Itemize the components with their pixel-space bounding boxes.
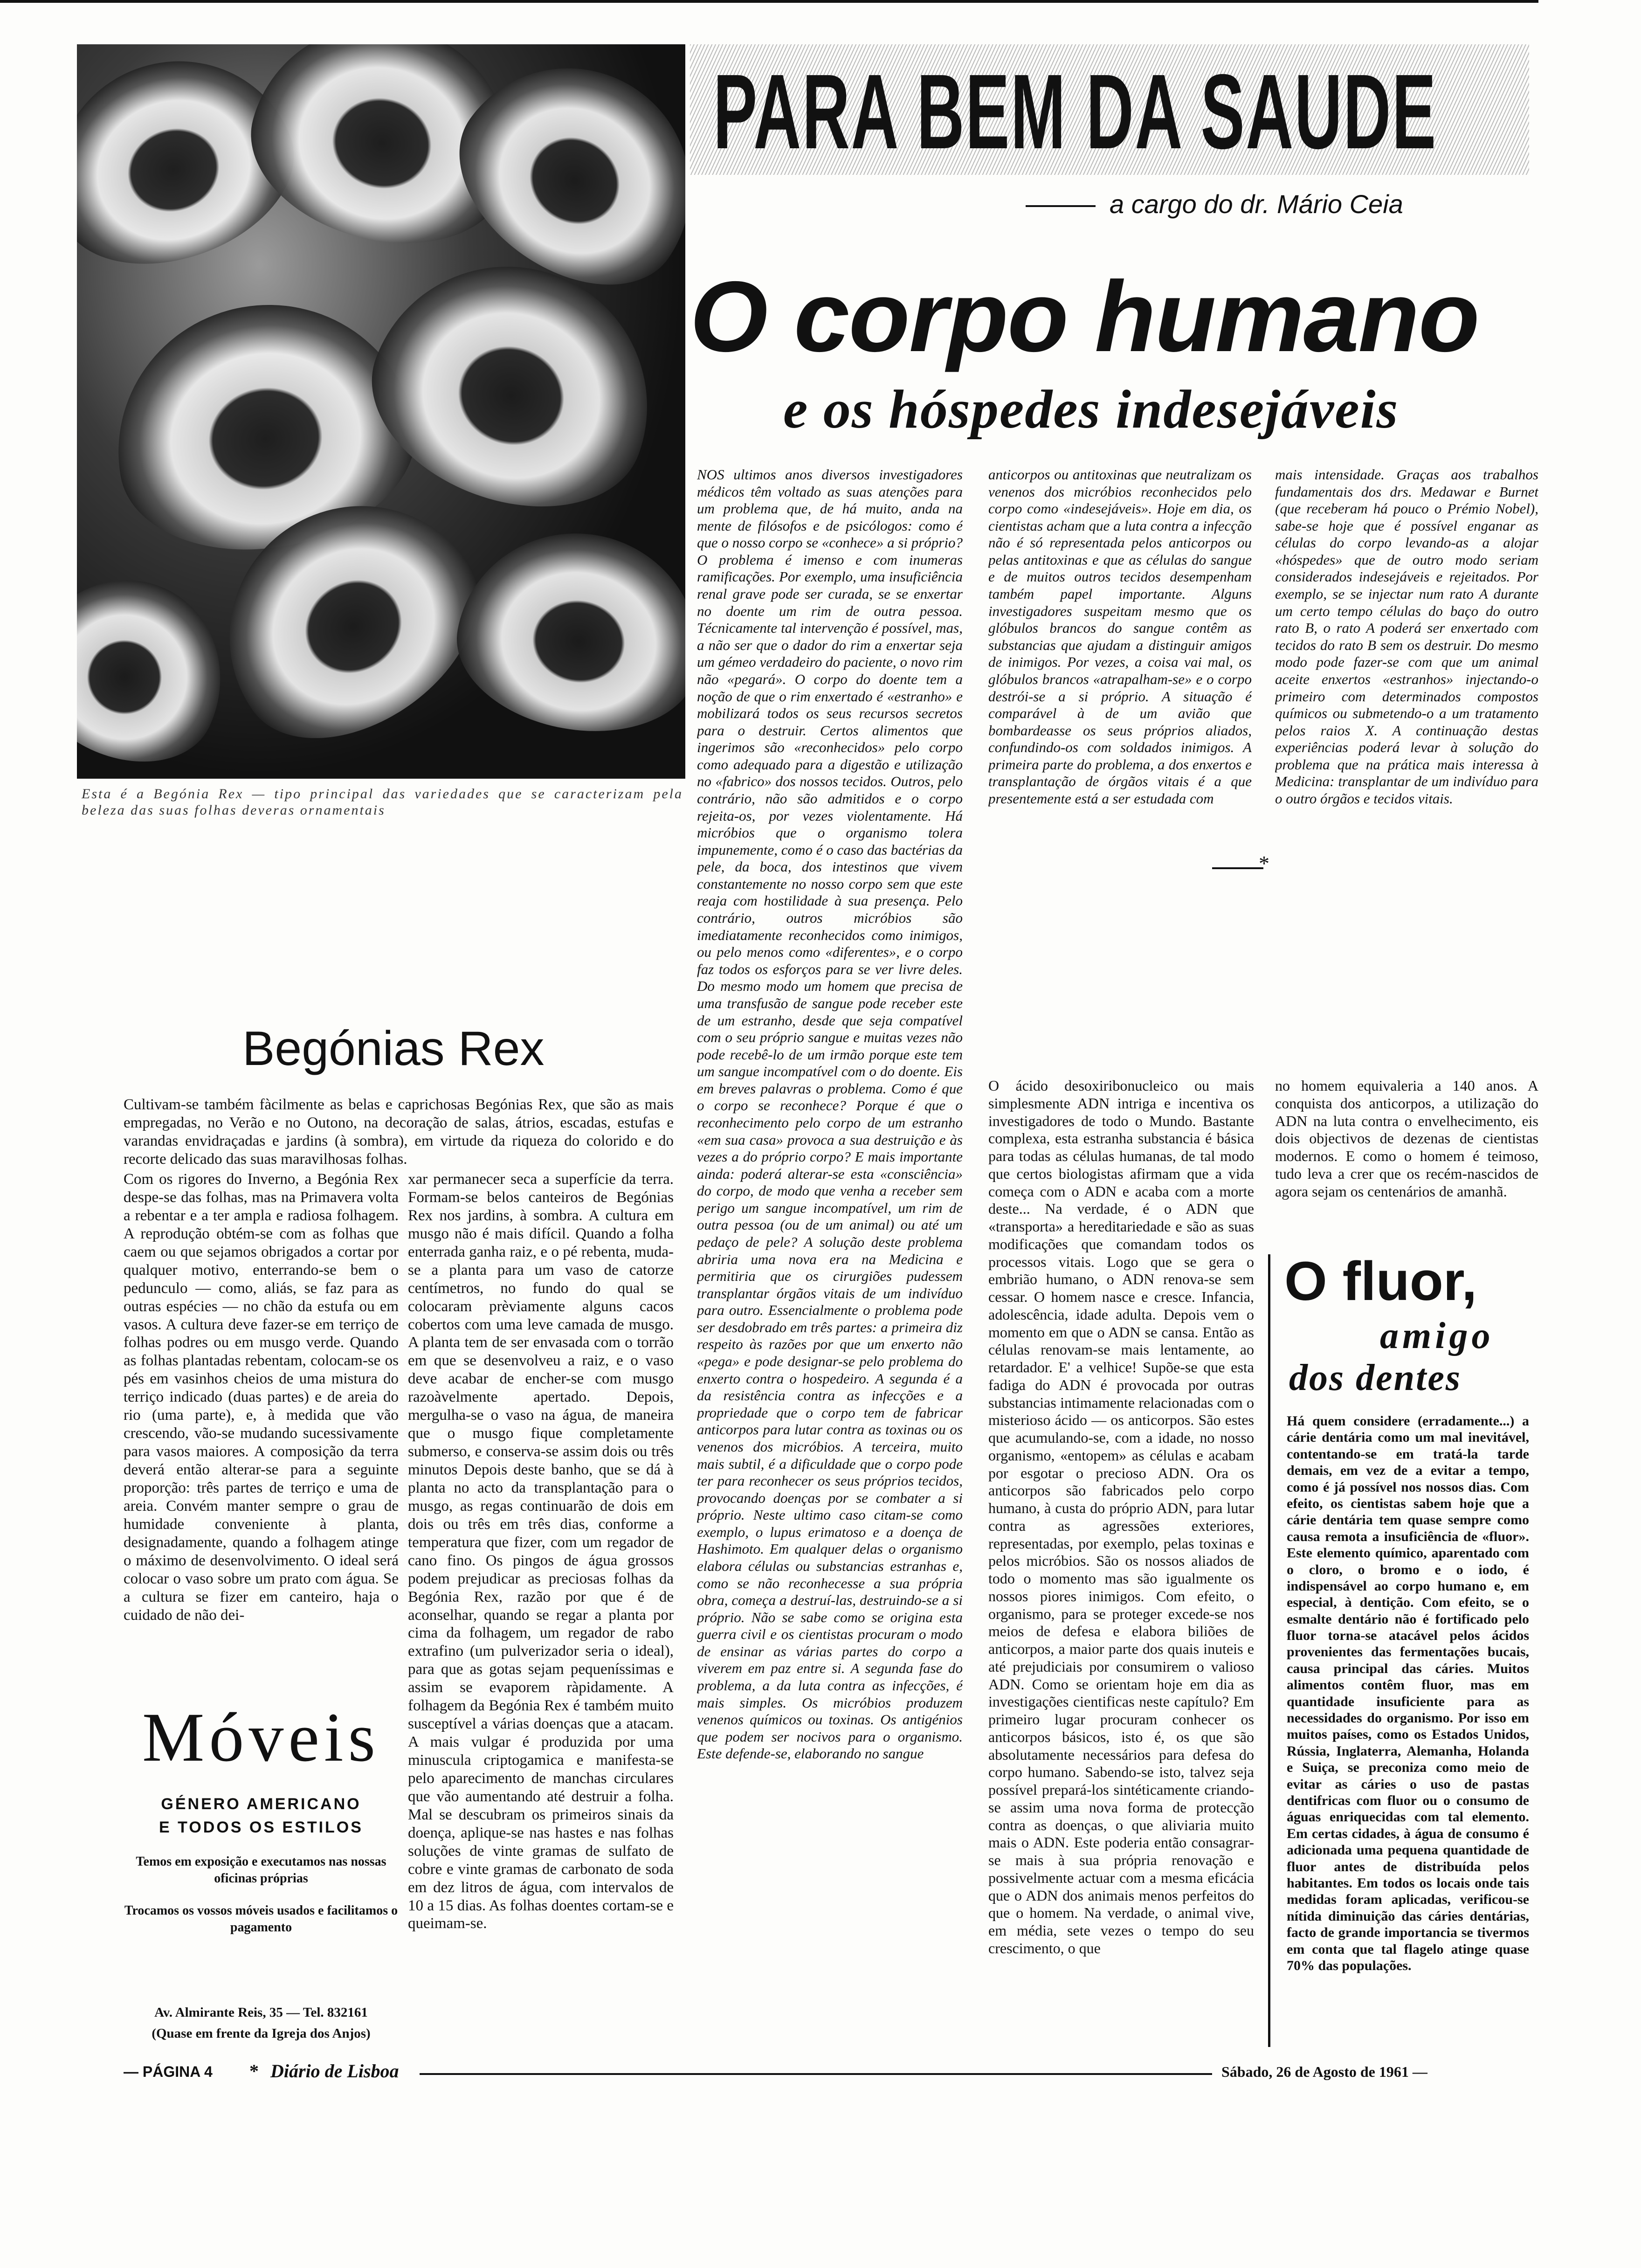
footer-rule xyxy=(420,2073,1212,2075)
photo-caption: Esta é a Begónia Rex — tipo principal das variedades que se caracterizam pela beleza das suas folhas deveras ornamentais xyxy=(82,786,683,818)
moveis-line1: GÉNERO AMERICANO xyxy=(161,1795,361,1813)
fluor-body: Há quem considere (erradamente...) a cárie dentária como um mal inevitável, contentando-se em tratá-la tarde demais, em vez de a evitar a tempo, como é já possível nos nossos dias. Com efeito, os cientistas sabem hoje que a cárie dentária tem quase sempre como causa remota a insuficiência de «fluor». Este elemento químico, aparentado com o cloro, o bromo e o iodo, é indispensável ao corpo humano e, em especial, à dentição. Com efeito, se o esmalte dentário não é fortificado pelo fluor torna-se atacável pelos ácidos provenientes das fermentações bucais, causa principal das cáries. Muitos alimentos contêm fluor, mas em quantidade insuficiente para as necessidades do organismo. Por isso em muitos países, como os Estados Unidos, Rússia, Inglaterra, Alemanha, Holanda e Suiça, se preconiza como meio de evitar as cáries o uso de pastas dentifricas com fluor ou o consumo de águas enriquecidas com tal elemento. Em certas cidades, à água de consumo é adicionada uma pequena quantidade de fluor antes de distribuída pelos habitantes. Em todos os locais onde tais medidas foram aplicadas, verificou-se nítida diminuição das cáries dentárias, facto de grande importancia se tivermos em conta que tal flagelo atinge quase 70% das populações. xyxy=(1287,1413,1529,1973)
moveis-address-2: (Quase em frente da Igreja dos Anjos) xyxy=(152,2026,371,2041)
fluor-title-2: amigo xyxy=(1380,1315,1494,1356)
footer-page: — PÁGINA 4 xyxy=(124,2063,213,2080)
moveis-address: Av. Almirante Reis, 35 — Tel. 832161 xyxy=(154,2005,368,2020)
footer-date: Sábado, 26 de Agosto de 1961 — xyxy=(1221,2063,1427,2080)
moveis-title: Móveis xyxy=(142,1699,380,1776)
begonias-title: Begónias Rex xyxy=(242,1022,545,1076)
footer-paper: Diário de Lisboa xyxy=(270,2061,399,2081)
article-col3-top: mais intensidade. Graças aos trabalhos fundamentais dos drs. Medawar e Burnet (que receberam há pouco o Prémio Nobel), sabe-se hoje que é possível enganar as células do corpo levando-as a alojar «hóspedes» que de outro modo seriam considerados indesejáveis e rejeitados. Por exemplo, se se injectar num rato A durante um certo tempo células do baço do outro rato B, o rato A poderá ser enxertado com tecidos do rato B sem os destruir. Do mesmo modo pode fazer-se com que um animal aceite enxertos «estranhos» injectando-o primeiro com determinados compostos químicos ou submetendo-o a um tratamento pelos raios X. A continuação destas experiências poderá levar à solução do problema que na prática mais interessa à Medicina: transplantar de um indivíduo para o outro órgãos e tecidos vitais. xyxy=(1275,466,1538,807)
moveis-line4: Trocamos os vossos móveis usados e facilitamos o pagamento xyxy=(124,1903,398,1935)
begonias-col2: xar permanecer seca a superfície da terra. Formam-se belos canteiros de Begónias Rex nos jardins, à sombra. A cultura em musgo não é mais difícil. Quando a folha enterrada ganha raiz, e o pé rebenta, muda-se a planta para um vaso de catorze centímetros, no fundo do qual se colocaram prèviamente alguns cacos cobertos com uma leve camada de musgo. A planta tem de ser envasada com o torrão em que se desenvolveu a raiz, e o vaso deve acabar de encher-se com musgo razoàvelmente apertado. Depois, mergulha-se o vaso na água, de maneira que o musgo fique completamente submerso, e conserva-se assim dois ou três minutos Depois deste banho, que se dá à planta no acto da transplantação para o musgo, as regas continuarão de dois em dois ou três em três dias, conforme a temperatura que fizer, com um regador de cano fino. Os pingos de água grossos podem prejudicar as preciosas folhas da Begónia Rex, razão por que é de aconselhar, quando se regar a planta por cima da folhagem, um regador de rabo extrafino (um pulverizador seria o ideal), para que as gotas sejam pequeníssimas e assim se evaporem ràpidamente. A folhagem da Begónia Rex é também muito susceptível a várias doenças que a atacam. A mais vulgar é produzida por uma minuscula criptogamica e manifesta-se pelo aparecimento de manchas circulares que vão aumentando até destruir a folha. Mal se descubram os primeiros sinais da doença, aplique-se nas hastes e nas folhas soluções de vinte gramas de sulfato de cobre e vinte gramas de carbonato de soda em dez litros de água, com intervalos de 10 a 15 dias. As folhas doentes cortam-se e queimam-se. xyxy=(408,1171,674,1932)
begonias-col1: Com os rigores do Inverno, a Begónia Rex despe-se das folhas, mas na Primavera volta a rebentar e a ter ampla e radiosa folhagem. A reprodução obtém-se com as folhas que caem ou que sejamos obrigados a cortar por qualquer motivo, enterrando-se bem o pedunculo — como, aliás, se faz para as outras espécies — no chão da estufa ou em vasos. A cultura deve fazer-se em terriço de folhas podres ou em musgo verde. Quando as folhas plantadas rebentam, colocam-se os pés em vasinhos cheios de uma mistura do terriço indicado (duas partes) e de areia do rio (uma parte), e, à medida que vão crescendo, vão-se mudando sucessivamente para vasos maiores. A composição da terra deverá então alterar-se para a seguinte proporção: três partes de terriço e uma de areia. Convém manter sempre o grau de humidade conveniente à planta, designadamente, quando a folhagem atinge o máximo de desenvolvimento. O ideal será colocar o vaso sobre um prato com água. Se a cultura se fizer em canteiro, haja o cuidado de não dei- xyxy=(124,1171,399,1624)
byline: a cargo do dr. Mário Ceia xyxy=(1110,189,1403,219)
article-title: O corpo humano xyxy=(690,260,1479,373)
fluor-title: O fluor, xyxy=(1284,1251,1477,1312)
kicker: PARA BEM DA SAUDE xyxy=(713,53,1437,171)
begonia-photo xyxy=(77,44,685,779)
fluor-title-3: dos dentes xyxy=(1289,1357,1462,1398)
top-rule xyxy=(0,0,1538,3)
article-col1: NOS ultimos anos diversos investigadores médicos têm voltado as suas atenções para um problema que, de há muito, anda na mente de filósofos e de psicólogos: como é que o nosso corpo se «conhece» a si próprio? O problema é imenso e com inumeras ramificações. Por exemplo, uma insuficiência renal grave pode ser curada, se se enxertar no doente um rim de outra pessoa. Técnicamente tal intervenção é possível, mas, a não ser que o dador do rim a enxertar seja um gémeo verdadeiro do paciente, o novo rim não «pegará». O corpo do doente tem a noção de que o rim enxertado é «estranho» e mobilizará todos os seus recursos secretos para o destruir. Certos alimentos que ingerimos são «reconhecidos» pelo corpo como adequado para a digestão e utilização no «fabrico» dos nossos tecidos. Outros, pelo contrário, não são admitidos e o corpo rejeita-os, por vezes violentamente. Há micróbios que o organismo tolera impunemente, como é o caso das bactérias da pele, da boca, dos intestinos que vivem constantemente no nosso corpo sem que este reaja com hostilidade à sua presença. Pelo contrário, outros micróbios são imediatamente reconhecidos como inimigos, ou pelo menos como «diferentes», e o corpo faz todos os esforços para se ver livre deles. Do mesmo modo um homem que precisa de uma transfusão de sangue pode receber este de um estranho, desde que seja compatível com o seu próprio sangue e muitas vezes não pode recebê-lo de um irmão porque este tem um sangue incompatível com o do doente. Eis em breves palavras o problema. Como é que o corpo se reconhece? Porque é que o reconhecimento pelo corpo de um estranho «em sua casa» provoca a sua destruição e às vezes a do próprio corpo? E mais importante ainda: poderá alterar-se esta «consciência» do corpo, de modo que venha a receber sem perigo um sangue incompatível, um rim de outra pessoa (ou de um animal) ou até um pedaço de pele? A solução deste problema abriria uma nova era na Medicina e permitiria que os cirurgiões pudessem transplantar órgãos vitais de um indivíduo para outro. Essencialmente o problema pode ser desdobrado em três partes: a primeira diz respeito às razões por que um enxerto não «pega» e pode designar-se pelo problema do enxerto contra o hospedeiro. A segunda é a da resistência contra as infecções e a propriedade que o corpo tem de fabricar anticorpos para lutar contra as toxinas ou os venenos dos micróbios. A terceira, muito mais subtil, é a dificuldade que o corpo pode ter para reconhecer os seus próprios tecidos, provocando doenças por se combater a si próprio. Neste ultimo caso citam-se como exemplo, o lupus erimatoso e a doença de Hashimoto. Em qualquer delas o organismo elabora células ou substancias estranhas e, como se não reconhecesse a sua própria obra, começa a destruí-las, destruindo-se a si próprio. Não se sabe como se origina esta guerra civil e os cientistas procuram o modo de ensinar as várias partes do corpo a viverem em paz entre si. A segunda fase do problema, a da luta contra as infecções, é mais simples. Os micróbios produzem venenos químicos ou toxinas. Os antigénios que podem ser nocivos para o organismo. Este defende-se, elaborando no sangue xyxy=(697,466,963,1762)
separator-star: * xyxy=(1259,851,1269,875)
section-separator xyxy=(1212,867,1263,869)
article-subtitle: e os hóspedes indesejáveis xyxy=(783,379,1399,440)
moveis-line3: Temos em exposição e executamos nas nossas oficinas próprias xyxy=(136,1854,386,1886)
begonias-lead: Cultivam-se também fàcilmente as belas e caprichosas Begónias Rex, que são as mais empregadas, no Verão e no Outono, na decoração de salas, átrios, escadas, estufas e varandas envidraçadas e jardins (à sombra), em virtude da riqueza do colorido e do recorte delicado das suas maravilhosas folhas. xyxy=(124,1096,674,1168)
moveis-line2: E TODOS OS ESTILOS xyxy=(159,1819,363,1836)
footer-star: * xyxy=(249,2061,259,2081)
fluor-box-rule xyxy=(1268,1254,1270,2047)
article-col2-top: anticorpos ou antitoxinas que neutralizam os venenos dos micróbios reconhecidos pelo corpo como «indesejáveis». Hoje em dia, os cientistas acham que a luta contra a infecção não é só representada pelos anticorpos ou pelas antitoxinas e que as células do sangue e de muitos outros tecidos desempenham também papel importante. Alguns investigadores suspeitam mesmo que os glóbulos brancos do sangue contêm as substancias que ajudam a distinguir amigos de inimigos. Por vezes, a coisa vai mal, os glóbulos brancos «atrapalham-se» e o corpo destrói-se a si próprio. A situação é comparável à de um avião que bombardeasse os seus próprios aliados, confundindo-os com soldados inimigos. A primeira parte do problema, a dos enxertos e transplantação de órgãos vitais é a que presentemente está a ser estudada com xyxy=(988,466,1252,807)
byline-dash xyxy=(1026,205,1096,207)
article-col3-bottom: no homem equivaleria a 140 anos. A conquista dos anticorpos, a utilização do ADN na luta contra o envelhecimento, eis dois objectivos de dezenas de cientistas modernos. E como o homem é teimoso, tudo leva a crer que os recém-nascidos de agora sejam os centenários de amanhã. xyxy=(1275,1077,1538,1200)
article-col2-bottom: O ácido desoxiribonucleico ou mais simplesmente ADN intriga e incentiva os investigadores de todo o Mundo. Bastante complexa, esta estranha substancia é básica para todas as células humanas, de tal modo que certos biologistas afirmam que a vida começa com o ADN e acaba com a morte deste... Na verdade, é o ADN que «transporta» a hereditariedade e são as suas modificações que comandam todos os processos vitais. Logo que se gera o embrião humano, o ADN renova-se sem cessar. O homem nasce e cresce. Infancia, adolescência, idade adulta. Depois vem o momento em que o ADN se cansa. Então as células renovam-se mais lentamente, ao retardador. E' a velhice! Supõe-se que esta fadiga do ADN é provocada por outras substancias intimamente relacionadas com o misterioso ácido — os anticorpos. São estes que acumulando-se, com a idade, no nosso organismo, «entopem» as células e acabam por esgotar o precioso ADN. Ora os anticorpos são fabricados pelo corpo humano, à custa do próprio ADN, para lutar contra as agressões exteriores, representadas, por exemplo, pelas toxinas e pelos micróbios. São os nossos aliados de todo o momento mas são igualmente os nossos piores inimigos. Com efeito, o organismo, para se proteger excede-se nos meios de defesa e elabora biliões de anticorpos, a maior parte dos quais inuteis e até prejudiciais por consumirem o valioso ADN. Como se orientam hoje em dia as investigações cientificas neste capítulo? Em primeiro lugar procuram conhecer os anticorpos básicos, isto é, os que são absolutamente necessários para defesa do corpo humano. Sabendo-se isto, talvez seja possível prepará-los sintéticamente criando-se assim uma nova forma de protecção contra as doenças, o que aliviaria muito mais o ADN. Este poderia então consagrar-se mais à sua própria renovação e possivelmente actuar com a mesma eficácia que o ADN dos animais menos perfeitos do que o homem. Na verdade, o animal vive, em média, sete vezes o tempo do seu crescimento, o que xyxy=(988,1077,1254,1957)
